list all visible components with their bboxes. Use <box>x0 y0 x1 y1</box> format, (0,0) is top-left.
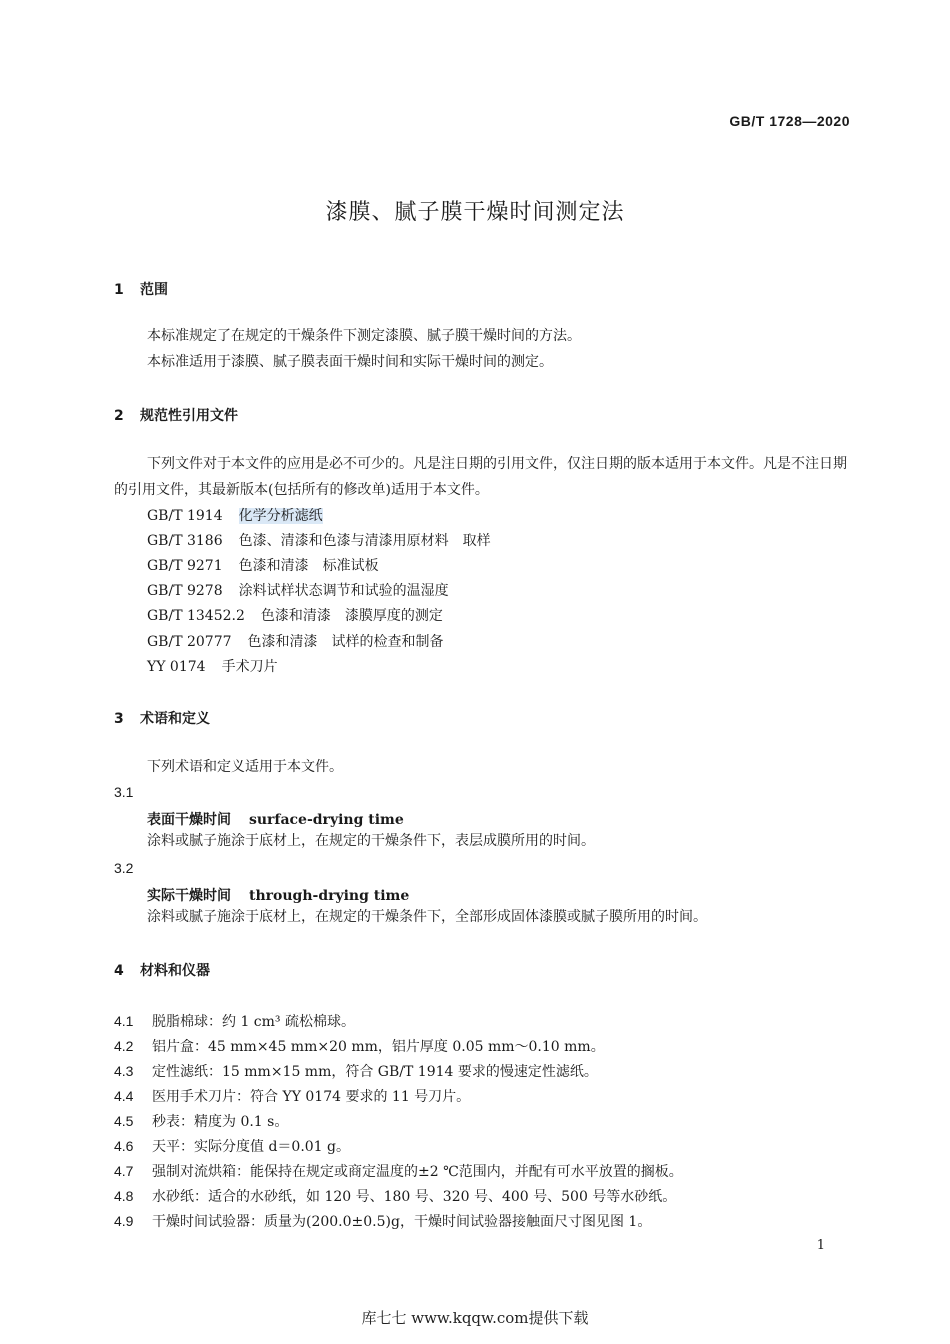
list-item <box>114 1111 288 1131</box>
section-heading-normative-references <box>114 405 238 425</box>
reference-title: 涂料试样状态调节和试验的温湿度 <box>238 583 449 599</box>
item-text: 干燥时间试验器：质量为(200.0±0.5)g，干燥时间试验器接触面尺寸图见图 1。 <box>152 1214 652 1230</box>
reference-item <box>147 631 444 651</box>
item-text: 强制对流烘箱：能保持在规定或商定温度的±2 ℃范围内，并配有可水平放置的搁板。 <box>152 1164 683 1180</box>
reference-title: 色漆和清漆 漆膜厚度的测定 <box>260 608 443 624</box>
list-item <box>114 1136 350 1156</box>
term-heading <box>147 885 409 905</box>
paragraph: 本标准规定了在规定的干燥条件下测定漆膜、腻子膜干燥时间的方法。 <box>147 328 581 344</box>
reference-code: GB/T 1914 <box>147 508 223 524</box>
footer-watermark: 库七七 www.kqqw.com提供下载 <box>361 1309 589 1327</box>
item-number: 4.5 <box>114 1113 134 1129</box>
item-text: 脱脂棉球：约 1 cm³ 疏松棉球。 <box>152 1014 355 1030</box>
list-item <box>114 1036 605 1056</box>
paragraph-intro: 下列术语和定义适用于本文件。 <box>147 759 343 775</box>
section-title: 材料和仪器 <box>140 963 210 979</box>
item-number: 4.8 <box>114 1188 134 1204</box>
reference-title: 手术刀片 <box>221 659 278 675</box>
reference-code: GB/T 3186 <box>147 533 223 549</box>
term-zh: 实际干燥时间 <box>147 888 231 904</box>
list-item <box>114 1211 651 1231</box>
section-heading-scope <box>114 279 168 299</box>
reference-code: YY 0174 <box>147 659 206 675</box>
section-heading-materials-apparatus <box>114 960 210 980</box>
term-definition: 涂料或腻子施涂于底材上，在规定的干燥条件下，表层成膜所用的时间。 <box>147 833 595 849</box>
reference-title: 色漆、清漆和色漆与清漆用原材料 取样 <box>238 533 491 549</box>
item-text: 水砂纸：适合的水砂纸，如 120 号、180 号、320 号、400 号、500 号等水砂纸。 <box>152 1189 677 1205</box>
reference-item <box>147 656 278 676</box>
list-item <box>114 1186 676 1206</box>
reference-code: GB/T 9271 <box>147 558 223 574</box>
item-text: 定性滤纸：15 mm×15 mm，符合 GB/T 1914 要求的慢速定性滤纸。 <box>152 1064 598 1080</box>
section-title: 术语和定义 <box>140 711 210 727</box>
reference-code: GB/T 20777 <box>147 634 232 650</box>
item-number: 4.3 <box>114 1063 134 1079</box>
term-number: 3.2 <box>114 860 134 876</box>
reference-item <box>147 555 379 575</box>
item-text: 秒表：精度为 0.1 s。 <box>152 1114 289 1130</box>
item-text: 医用手术刀片：符合 YY 0174 要求的 11 号刀片。 <box>152 1089 471 1105</box>
item-number: 4.9 <box>114 1213 134 1229</box>
reference-code: GB/T 9278 <box>147 583 223 599</box>
standard-code: GB/T 1728—2020 <box>729 113 850 129</box>
reference-item <box>147 530 491 550</box>
section-number: 1 <box>114 282 124 298</box>
item-number: 4.1 <box>114 1013 134 1029</box>
list-item <box>114 1086 470 1106</box>
item-number: 4.6 <box>114 1138 134 1154</box>
reference-title: 色漆和清漆 试样的检查和制备 <box>247 634 444 650</box>
term-heading <box>147 809 404 829</box>
term-en: through-drying time <box>249 888 410 904</box>
item-text: 铝片盒：45 mm×45 mm×20 mm，铝片厚度 0.05 mm～0.10 mm。 <box>152 1039 605 1055</box>
page-number: 1 <box>816 1238 825 1253</box>
paragraph: 本标准适用于漆膜、腻子膜表面干燥时间和实际干燥时间的测定。 <box>147 354 553 370</box>
section-title: 规范性引用文件 <box>140 408 238 424</box>
list-item <box>114 1061 598 1081</box>
reference-item <box>147 580 449 600</box>
section-number: 4 <box>114 963 124 979</box>
reference-title: 色漆和清漆 标准试板 <box>238 558 379 574</box>
section-number: 2 <box>114 408 124 424</box>
item-text: 天平：实际分度值 d＝0.01 g。 <box>152 1139 350 1155</box>
term-en: surface-drying time <box>249 812 404 828</box>
paragraph-intro: 下列文件对于本文件的应用是必不可少的。凡是注日期的引用文件，仅注日期的版本适用于本文件。凡是不注日期的引用文件，其最新版本(包括所有的修改单)适用于本文件。 <box>114 456 847 498</box>
list-item <box>114 1161 683 1181</box>
reference-title: 化学分析滤纸 <box>238 508 323 524</box>
term-definition: 涂料或腻子施涂于底材上，在规定的干燥条件下，全部形成固体漆膜或腻子膜所用的时间。 <box>147 909 707 925</box>
item-number: 4.4 <box>114 1088 134 1104</box>
term-number: 3.1 <box>114 784 134 800</box>
item-number: 4.2 <box>114 1038 134 1054</box>
item-number: 4.7 <box>114 1163 134 1179</box>
section-title: 范围 <box>140 282 168 298</box>
section-number: 3 <box>114 711 124 727</box>
list-item <box>114 1011 355 1031</box>
reference-item <box>147 605 443 625</box>
reference-item <box>147 505 323 525</box>
term-zh: 表面干燥时间 <box>147 812 231 828</box>
document-title: 漆膜、腻子膜干燥时间测定法 <box>325 200 625 225</box>
reference-code: GB/T 13452.2 <box>147 608 245 624</box>
section-heading-terms-definitions <box>114 708 210 728</box>
